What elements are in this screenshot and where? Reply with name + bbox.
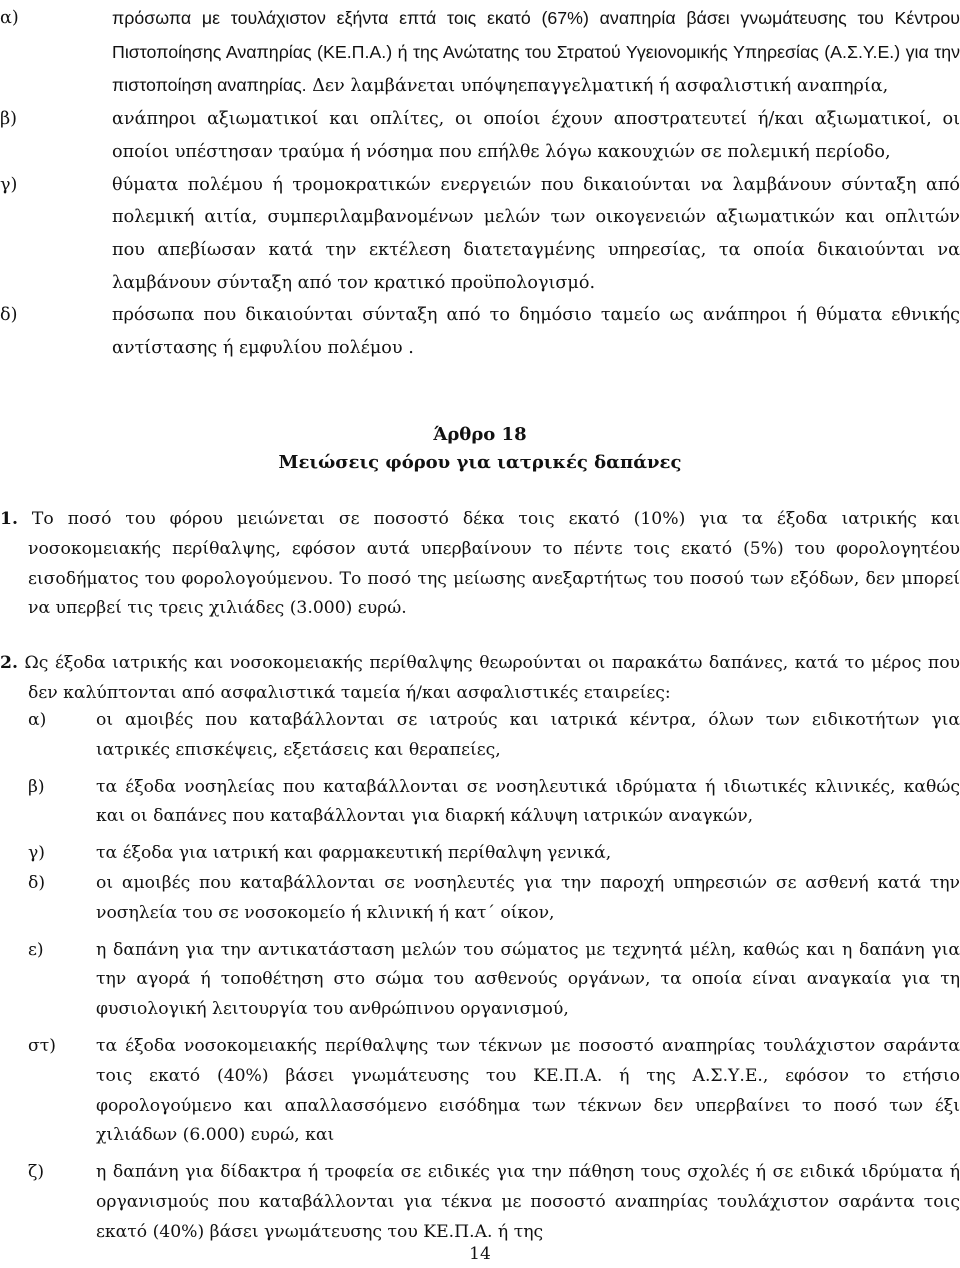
item-text: οι αμοιβές που καταβάλλονται σε νοσηλευτές για την παροχή υπηρεσιών σε ασθενή κατά την νοσηλεία του σε νοσοκομείο ή κλινική ή κατ΄ οίκον,: [96, 872, 960, 923]
item-text: οι αμοιβές που καταβάλλονται σε ιατρούς και ιατρικά κέντρα, όλων των ειδικοτήτων για ιατρικές επισκέψεις, εξετάσεις και θεραπείες,: [96, 710, 960, 760]
list-item: [0, 2, 960, 103]
list-item: [0, 299, 960, 364]
paragraph-text: Το ποσό του φόρου μειώνεται σε ποσοστό δέκα τοις εκατό (10%) για τα έξοδα ιατρικής και νοσοκομειακής περίθαλψης, εφόσον αυτά υπερβαίνουν το πέντε τοις εκατό (5%) του φορολογητέου εισοδήματος του φορολογούμενου. Το ποσό της μείωσης ανεξαρτήτως του ποσού των εξόδων, δεν μπορεί να υπερβεί τις τρεις χιλιάδες (3.000) ευρώ.: [17, 509, 960, 619]
article-number: Άρθρο 18: [433, 424, 527, 445]
conditions-list: [0, 2, 960, 365]
item-label: στ): [28, 1035, 56, 1056]
item-label: δ): [28, 872, 46, 893]
item-label: α): [28, 710, 47, 730]
item-text: πρόσωπα που δικαιούνται σύνταξη από το δημόσιο ταμείο ως ανάπηροι ή θύματα εθνικής αντίστασης ή εμφυλίου πολέμου .: [112, 305, 960, 359]
list-item: [28, 869, 960, 929]
expenses-list: [28, 706, 960, 1248]
list-item: [28, 1032, 960, 1151]
list-item: [28, 839, 960, 869]
item-label: γ): [28, 843, 45, 864]
item-text: πρόσωπα με τουλάχιστον εξήντα επτά τοις εκατό (67%) αναπηρία βάσει γνωμάτευσης του Κέντρου Πιστοποίησης Αναπηρίας (ΚΕ.Π.Α.) ή της Ανώτατης του Στρατού Υγειονομικής Υπηρεσίας (Α.Σ.Υ.Ε.) για την πιστοποίηση αναπηρίας.: [112, 8, 960, 96]
item-label: β): [28, 776, 45, 797]
page-number: 14: [469, 1244, 491, 1264]
item-label: γ): [0, 174, 18, 195]
item-text: θύματα πολέμου ή τρομοκρατικών ενεργειών που δικαιούνται να λαμβάνουν σύνταξη από πολεμική αιτία, συμπεριλαμβανομένων μελών των οικογενειών αξιωματικών και οπλιτών που απεβίωσαν κατά την εκτέλεση διατεταγμένης υπηρεσίας, τα οποία δικαιούνται να λαμβάνουν σύνταξη από τον κρατικό προϋπολογισμό.: [112, 174, 960, 293]
item-label: ζ): [28, 1162, 45, 1183]
list-item: [28, 1158, 960, 1247]
item-label: ε): [28, 939, 44, 960]
list-item: [28, 936, 960, 1025]
paragraph-2: [0, 649, 960, 709]
list-item: [0, 103, 960, 168]
list-item: [28, 773, 960, 833]
paragraph-number: 2.: [0, 653, 18, 673]
item-label: β): [0, 109, 18, 130]
item-text: τα έξοδα για ιατρική και φαρμακευτική περίθαλψη γενικά,: [96, 843, 612, 864]
item-text: η δαπάνη για δίδακτρα ή τροφεία σε ειδικές για την πάθηση τους σχολές ή σε ειδικά ιδρύματα ή οργανισμούς που καταβάλλονται για τέκνα με ποσοστό αναπηρίας τουλάχιστον σαράντα τοις εκατό (40%) βάσει γνωμάτευσης του ΚΕ.Π.Α. ή της: [96, 1162, 960, 1242]
paragraph-text: Ως έξοδα ιατρικής και νοσοκομειακής περίθαλψης θεωρούνται οι παρακάτω δαπάνες, κατά το μέρος που δεν καλύπτονται από ασφαλιστικά ταμεία ή/και ασφαλιστικές εταιρείες:: [17, 653, 960, 703]
item-text: η δαπάνη για την αντικατάσταση μελών του σώματος με τεχνητά μέλη, καθώς και η δαπάνη για την αγορά ή τοποθέτηση στο σώμα του ασθενούς οργάνων, τα οποία είναι αναγκαία για τη φυσιολογική λειτουργία του ανθρώπινου οργανισμού,: [96, 939, 960, 1020]
list-item: [28, 706, 960, 766]
item-label: δ): [0, 305, 18, 326]
article-title: Μειώσεις φόρου για ιατρικές δαπάνες: [278, 452, 682, 473]
item-label: α): [0, 8, 19, 28]
item-text: τα έξοδα νοσοκομειακής περίθαλψης των τέκνων με ποσοστό αναπηρίας τουλάχιστον σαράντα τοις εκατό (40%) βάσει γνωμάτευσης του ΚΕ.Π.Α. ή της Α.Σ.Υ.Ε., εφόσον το ετήσιο φορολογούμενο και απαλλασσόμενο εισόδημα των τέκνων δεν υπερβαίνει το ποσό των έξι χιλιάδων (6.000) ευρώ, και: [96, 1035, 960, 1146]
list-item: [0, 169, 960, 300]
item-text: ανάπηροι αξιωματικοί και οπλίτες, οι οποίοι έχουν αποστρατευτεί ή/και αξιωματικοί, οι οποίοι υπέστησαν τραύμα ή νόσημα που επήλθε λόγω κακουχιών σε πολεμική περίοδο,: [112, 109, 960, 162]
paragraph-number: 1.: [0, 509, 18, 529]
paragraph-1: [0, 505, 960, 624]
item-text: τα έξοδα νοσηλείας που καταβάλλονται σε νοσηλευτικά ιδρύματα ή ιδιωτικές κλινικές, καθώς και οι δαπάνες που καταβάλλονται για διαρκή κάλυψη ιατρικών αναγκών,: [96, 776, 960, 827]
item-text-cont: Δεν λαμβάνεται υπόψηεπαγγελματική ή ασφαλιστική αναπηρία,: [306, 76, 889, 97]
